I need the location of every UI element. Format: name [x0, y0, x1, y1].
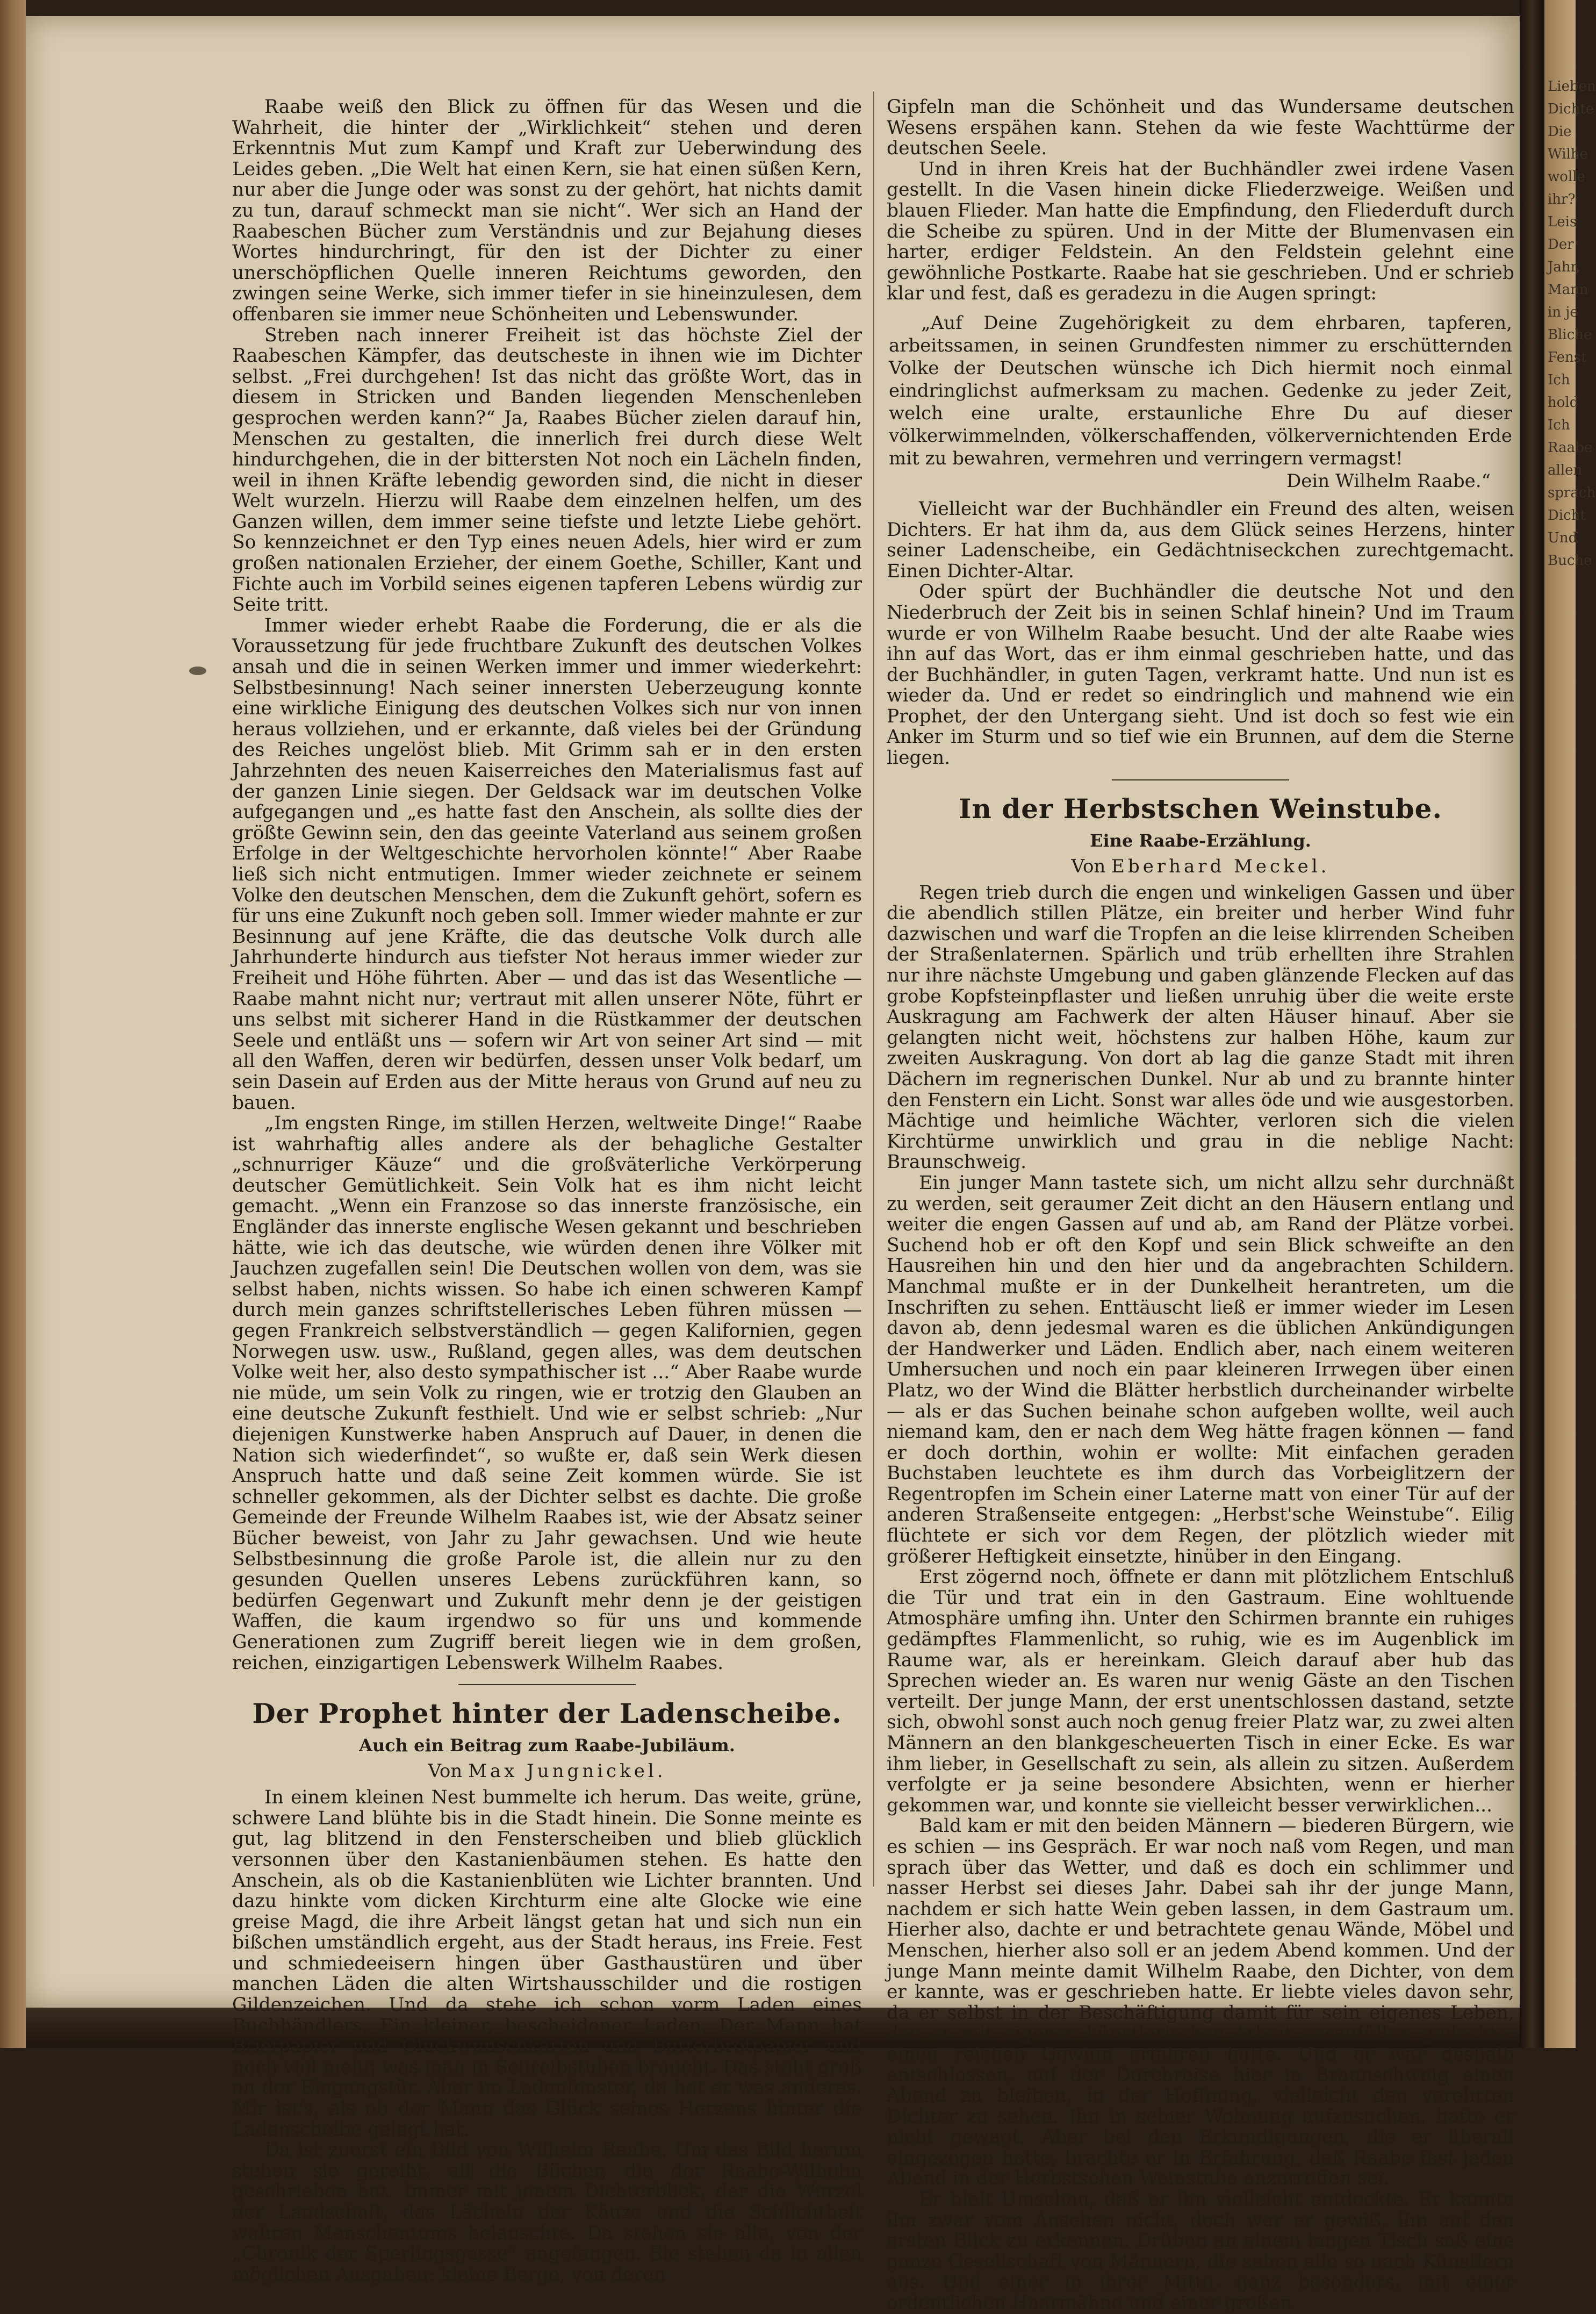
article-subtitle: Eine Raabe-Erzählung.	[1090, 830, 1311, 851]
next-page-fragment: Und	[1548, 530, 1578, 546]
next-page-fragment: hold	[1548, 395, 1579, 411]
section-rule	[1112, 779, 1289, 780]
next-page-fragment: Raabe	[1548, 440, 1593, 456]
paragraph: Und in ihren Kreis hat der Buchhändler zwei irdene Vasen gestellt. In die Vasen hinein dicke Fliederzweige. Weißen und blauen Flieder. Man hatte die Empfindung, den Fliederduft durch die Scheibe zu spüren. Und in der Mitte der Blumenvasen ein harter, erdiger Feldstein. An den Feldstein gelehnt eine gewöhnliche Postkarte. Raabe hat sie geschrieben. Und er schrieb klar und fest, daß es geradezu in die Augen springt:	[887, 158, 1514, 305]
author-name: Max Jungnickel.	[468, 1760, 666, 1782]
quote-text: „Auf Deine Zugehörigkeit zu dem ehrbaren, tapferen, arbeitssamen, in seinen Grundfesten nimmer zu erschütternden Volke der Deutschen wünsche ich Dich hiermit noch einmal eindringlichst aufmerksam zu machen. Gedenke zu jeder Zeit, welch eine uralte, erstaunliche Ehre Du auf dieser völkerwimmelnden, völkerschaffenden, völkervernichtenden Erde mit zu bewahren, vermehren und verringern vermagst!	[889, 312, 1512, 469]
article-byline	[232, 1759, 862, 1783]
next-page-fragment: Ich	[1548, 372, 1570, 388]
paragraph: Da ist zuerst ein Bild von Wilhelm Raabe. Um das Bild herum stehen sie gereiht, all die Bücher, die der Raabe-Wilhelm geschrieben hat. Immer mit jenem Dichterblick, der die Wurzel der Landschaft, das Lächeln der Käuze und die Schlichtheit wahren Menschentums belauschte. Da stehen sie alle, von der „Chronik der Sperlingsgasse“ angefangen. Sie stehen da in allen möglichen Ausgaben: kleine Berge, von deren	[232, 2139, 862, 2286]
paragraph: Er hielt Umschau, daß er ihn vielleicht entdeckte. Er kannte ihn zwar vom Ansehen nicht, doch war er gewiß, ihn auf den ersten Blick zu erkennen. Drüben an einem langen Tisch saß eine ganze Gesellschaft von Männern, die sahen alle so nach Künstlern aus. Und einer in ihrer Mitte, ganz besonders, mit einer ordentlichen Haarmähne und einer großen	[887, 2189, 1514, 2314]
paragraph: Vielleicht war der Buchhändler ein Freund des alten, weisen Dichters. Er hat ihm da, aus dem Glück seines Herzens, hinter seiner Ladenscheibe, ein Gedächtniseckchen zurechtgemacht. Einen Dichter-Altar.	[887, 498, 1514, 582]
next-page-fragment: Fenst	[1548, 349, 1587, 366]
paragraph: In einem kleinen Nest bummelte ich herum. Das weite, grüne, schwere Land blühte bis in die Stadt hinein. Die Sonne meinte es gut, lag blitzend in den Fensterscheiben und blieb glücklich versonnen über den Kastanienbäumen stehen. Es hatte den Anschein, als ob die Kastanienblüten wie Lichter brannten. Und dazu hinkte vom dicken Kirchturm eine alte Glocke wie eine greise Magd, die ihre Arbeit längst getan hat und sich nun ein bißchen umständlich ergeht, aus der Stadt heraus, ins Freie. Fest und schmiedeeisern hingen über Gasthaustüren und über manchen Läden die alten Wirtshausschilder und die rostigen Gildenzeichen. Und da stehe ich schon vorm Laden eines Buchhändlers. Ein kleiner, bescheidener Laden. Der Mann hat Briefpapier und Glückwunschkarten und Butterbrotpapier und noch viel mehr, was man in Schreibstuben braucht. Das steht groß an der Eingangstür. Aber im Ladenfenster, da hat er was anderes. Mir ist's, als ob der Mann das Glück seines Herzens hinter die Ladenscheibe gelegt hat.	[232, 1787, 862, 2140]
paragraph: Streben nach innerer Freiheit ist das höchste Ziel der Raabeschen Kämpfer, das deutscheste in ihnen wie im Dichter selbst. „Frei durchgehen! Ist das nicht das größte Wort, das in diesem in Stricken und Banden liegenden Menschenleben gesprochen werden kann?“ Ja, Raabes Bücher zielen darauf hin, Menschen zu gestalten, die innerlich frei durch diese Welt hindurchgehen, die in der bittersten Not noch ein Lächeln finden, weil in ihnen Kräfte lebendig geworden sind, die nicht in dieser Welt wurzeln. Hierzu will Raabe dem einzelnen helfen, um des Ganzen willen, dem immer seine tiefste und letzte Liebe gehört. So kennzeichnet er den Typ eines neuen Adels, hier wird er zum großen nationalen Erzieher, der einem Goethe, Schiller, Kant und Fichte auch im Vorbild seines eigenen tapferen Lebens würdig zur Seite tritt.	[232, 324, 862, 616]
left-column	[232, 97, 862, 2285]
ink-smudge	[189, 667, 206, 675]
next-page-fragment: Die	[1548, 124, 1572, 140]
paragraph: Raabe weiß den Blick zu öffnen für das Wesen und die Wahrheit, die hinter der „Wirklichkeit“ stehen und deren Erkenntnis Mut zum Kampf und Kraft zur Ueberwindung des Leides geben. „Die Welt hat einen Kern, sie hat einen süßen Kern, nur aber die Junge oder was sonst zu der gehört, hat nichts damit zu tun, darauf schmeckt man sie nicht“. Wer sich an Hand der Raabeschen Bücher zum Verständnis und zur Bejahung dieses Wortes hindurchringt, für den ist der Dichter zu einer unerschöpflichen Quelle inneren Reichtums geworden, den zwingen seine Werke, sich immer tiefer in sie hineinzulesen, dem offenbaren sie immer neue Schönheiten und Lebenswunder.	[232, 96, 862, 325]
next-page-fragment: Mann	[1548, 282, 1588, 298]
author-name: Eberhard Meckel.	[1111, 855, 1330, 877]
right-column	[887, 97, 1514, 2314]
next-page-fragment: Buche	[1548, 553, 1592, 569]
paragraph: Ein junger Mann tastete sich, um nicht allzu sehr durchnäßt zu werden, seit geraumer Zeit dicht an den Häusern entlang und weiter die engen Gassen auf und ab, am Rand der Plätze vorbei. Suchend hob er oft den Kopf und sein Blick schweifte an den Hausreihen hin und den hier und da angebrachten Schildern. Manchmal mußte er in der Dunkelheit herantreten, um die Inschriften zu sehen. Enttäuscht ließ er immer wieder im Lesen davon ab, denn jedesmal waren es die üblichen Ankündigungen der Handwerker und Läden. Endlich aber, nach einem weiteren Umhersuchen und noch ein paar kleineren Irrwegen über einen Platz, wo der Wind die Blätter herbstlich durcheinander wirbelte — als er das Suchen beinahe schon aufgeben wollte, weil auch niemand kam, den er nach dem Weg hätte fragen können — fand er doch dorthin, wohin er wollte: Mit einfachen geraden Buchstaben leuchtete es ihm durch das Vorbeiglitzern der Regentropfen im Schein einer Laterne matt von einer Tür auf der anderen Straßenseite entgegen: „Herbst'sche Weinstube“. Eilig flüchtete er sich vor dem Regen, der plötzlich wieder mit größerer Heftigkeit einsetzte, hinüber in den Eingang.	[887, 1172, 1514, 1567]
paragraph: Erst zögernd noch, öffnete er dann mit plötzlichem Entschluß die Tür und trat ein in den Gastraum. Eine wohltuende Atmosphäre umfing ihn. Unter den Schirmen brannte ein ruhiges gedämpftes Flammenlicht, so ruhig, wie es im Augenblick im Raume war, als er hereinkam. Gleich darauf aber hub das Sprechen wieder an. Es waren nur wenig Gäste an den Tischen verteilt. Der junge Mann, der erst unentschlossen dastand, setzte sich, obwohl sonst auch noch genug freier Platz war, zu zwei alten Männern an den blankgescheuerten Tisch in einer Ecke. Es war ihm lieber, in Gesellschaft zu sein, als allein zu sitzen. Außerdem verfolgte er ja seine besondere Absichten, wenn er hierher gekommen war, und konnte sie vielleicht besser verwirklichen...	[887, 1566, 1514, 1816]
next-page-fragment: wolle	[1548, 169, 1585, 185]
paragraph: Immer wieder erhebt Raabe die Forderung, die er als die Voraussetzung für jede fruchtbare Zukunft des deutschen Volkes ansah und die in seinen Werken immer und immer wiederkehrt: Selbstbesinnung! Nach seiner innersten Ueberzeugung konnte eine wirkliche Einigung des deutschen Volkes sich nur von innen heraus vollziehen, und er erkannte, daß vieles bei der Gründung des Reiches ungelöst blieb. Mit Grimm sah er in den ersten Jahrzehnten des neuen Kaiserreiches den Materialismus fast auf der ganzen Linie siegen. Der Geldsack war im deutschen Volke aufgegangen und „es hatte fast den Anschein, als sollte dies der größte Gewinn sein, den das geeinte Vaterland aus seinem großen Erfolge in der Weltgeschichte hervorholen könnte!“ Aber Raabe ließ sich nicht entmutigen. Immer wieder zeichnete er seinem Volke den deutschen Menschen, dem die Zukunft gehört, sofern es für uns eine Zukunft noch geben soll. Immer wieder mahnte er zur Besinnung auf jene Kräfte, die das deutsche Volk durch alle Jahrhunderte hindurch aus tiefster Not heraus immer wieder zur Freiheit und Höhe führten. Aber — und das ist das Wesentliche — Raabe mahnt nicht nur; vertraut mit allen unserer Nöte, führt er uns selbst mit sicherer Hand in die Rüstkammer der deutschen Seele und entläßt uns — sofern wir Art von seiner Art sind — mit all den Waffen, deren wir bedürfen, dessen unser Volk bedarf, um sein Dasein auf Erden aus der Mitte heraus von Grund auf neu zu bauen.	[232, 614, 862, 1114]
paragraph: Regen trieb durch die engen und winkeligen Gassen und über die abendlich stillen Plätze, ein breiter und herber Wind fuhr dazwischen und warf die Tropfen an die leise klirrenden Scheiben der Straßenlaternen. Spärlich und trüb erhellten ihre Strahlen nur ihre nächste Umgebung und gaben glänzende Flecken auf das grobe Kopfsteinpflaster und ließen unruhig über die weite erste Auskragung am Fachwerk der alten Häuser hinauf. Aber sie gelangten nicht weit, höchstens zur halben Höhe, kaum zur zweiten Auskragung. Von dort ab lag die ganze Stadt mit ihren Dächern im regnerischen Dunkel. Nur ab und zu brannte hinter den Fenstern ein Licht. Sonst war alles öde und wie ausgestorben. Mächtige und heimliche Wächter, verloren sich die vielen Kirchtürme unwirklich und grau in die neblige Nacht: Braunschweig.	[887, 882, 1514, 1173]
next-page-fragment: in je	[1548, 304, 1578, 320]
article-title: In der Herbstschen Weinstube.	[959, 792, 1442, 825]
next-page-fragment: Leis	[1548, 214, 1577, 230]
paragraph: Oder spürt der Buchhändler die deutsche Not und den Niederbruch der Zeit bis in seinen Schlaf hinein? Und im Traum wurde er von Wilhelm Raabe besucht. Und der alte Raabe wies ihn auf das Wort, das er ihm einmal geschrieben hatte, und das der Buchhändler, in guten Tagen, verkramt hatte. Und nun ist es wieder da. Und er redet so eindringlich und mahnend wie ein Prophet, der den Untergang sieht. Und ist doch so fest wie ein Anker im Sturm und so tief wie ein Brunnen, auf dem die Sterne liegen.	[887, 581, 1514, 769]
paragraph: „Im engsten Ringe, im stillen Herzen, weltweite Dinge!“ Raabe ist wahrhaftig alles andere als der behagliche Gestalter „schnurriger Käuze“ und die großväterliche Verkörperung deutscher Gemütlichkeit. Sein Volk hat es ihm nicht leicht gemacht. „Wenn ein Franzose so das innerste französische, ein Engländer das innerste englische Wesen gekannt und beschrieben hätte, wie ich das deutsche, wie würden denen ihre Völker mit Jauchzen zugefallen sein! Die Deutschen wollen von dem, was sie selbst haben, nichts wissen. So habe ich einen schweren Kampf durch mein ganzes schriftstellerisches Leben führen müssen — gegen Frankreich selbstverständlich — gegen Kalifornien, gegen Norwegen usw. usw., Rußland, gegen alles, was dem deutschen Volke weit her, also desto sympathischer ist ...“ Aber Raabe wurde nie müde, um sein Volk zu ringen, wie er trotzig den Glauben an eine deutsche Zukunft festhielt. Und wie er selbst schrieb: „Nur diejenigen Kunstwerke haben Anspruch auf Dauer, in denen die Nation sich wiederfindet“, so wußte er, daß sein Werk diesen Anspruch hatte und daß seine Zeit kommen würde. Sie ist schneller gekommen, als der Dichter selbst es dachte. Die große Gemeinde der Freunde Wilhelm Raabes ist, wie der Absatz seiner Bücher beweist, von Jahr zu Jahr gewachsen. Und wie heute Selbstbesinnung die große Parole ist, die allein nur zu den gesunden Quellen unseres Lebens zurückführen kann, so bedürfen Gegenwart und Zukunft mehr denn je der geistigen Waffen, die kaum irgendwo so für uns und kommende Generationen zum Zugriff bereit liegen wie in dem großen, reichen, einzigartigen Lebenswerk Wilhelm Raabes.	[232, 1113, 862, 1674]
next-page-fragment: Dichte	[1548, 101, 1594, 117]
byline-prefix: Von	[1071, 855, 1106, 877]
book-gutter	[1520, 0, 1544, 2048]
paragraph: Bald kam er mit den beiden Männern — biederen Bürgern, wie es schien — ins Gespräch. Er war noch naß vom Regen, und man sprach über das Wetter, und daß es doch ein schlimmer und nasser Herbst sei dieses Jahr. Dabei sah ihr der junge Mann, nachdem er sich hatte Wein geben lassen, in dem Gastraum um. Hierher also, dachte er und betrachtete genau Wände, Möbel und Menschen, hierher also soll er an jedem Abend kommen. Und der junge Mann meinte damit Wilhelm Raabe, den Dichter, von dem er kannte, was er geschrieben hatte. Er liebte vieles davon sehr, da er selbst in der Beschäftigung damit für sein eigenes Leben, das er mit eigener künstlerischer Arbeit auszufüllen gedachte, einen reichen Gewinn erfahren hatte. Und er war deshalb entschlossen, auf der Durchreise hier in Braunschweig einen Abend zu bleiben, in der Hoffnung, vielleicht den verehrten Dichter zu sehen. Ihn in seiner Wohnung aufzusuchen, hatte er nicht gewagt. Aber bei den Erkundigungen, die er überall eingezogen hatte, brachte er in Erfahrung, daß Raabe fast jeden Abend in der Herbstschen Weinstube anzutreffen sei.	[887, 1815, 1514, 2190]
next-page-fragment: sprach	[1548, 485, 1596, 501]
next-page-fragment: Der	[1548, 237, 1574, 253]
next-page-strip	[1544, 0, 1596, 2048]
byline-prefix: Von	[428, 1760, 463, 1782]
next-page-fragment: Wilhe	[1548, 146, 1588, 162]
next-page-fragment: ihr?	[1548, 191, 1576, 207]
next-page-fragment: Lieben	[1548, 78, 1596, 95]
next-page-fragment: Bliche	[1548, 327, 1592, 343]
next-page-fragment: Ich	[1548, 417, 1570, 433]
section-rule	[458, 1684, 636, 1685]
postcard-quote	[887, 312, 1514, 492]
book-edge-left	[0, 0, 26, 2048]
next-page-fragment: allen	[1548, 462, 1583, 478]
next-page-fragment: Jahr,	[1548, 259, 1580, 275]
article-byline	[887, 855, 1514, 878]
quote-signature: Dein Wilhelm Raabe.“	[1286, 470, 1491, 492]
next-page-fragment: Dicht	[1548, 507, 1586, 524]
article-title: Der Prophet hinter der Ladenscheibe.	[252, 1697, 842, 1730]
column-divider	[873, 91, 874, 1887]
next-page-fragments	[1544, 0, 1596, 572]
article-subtitle: Auch ein Beitrag zum Raabe-Jubiläum.	[359, 1735, 735, 1756]
paragraph: Gipfeln man die Schönheit und das Wundersame deutschen Wesens erspähen kann. Stehen da wie feste Wachttürme der deutschen Seele.	[887, 96, 1514, 160]
